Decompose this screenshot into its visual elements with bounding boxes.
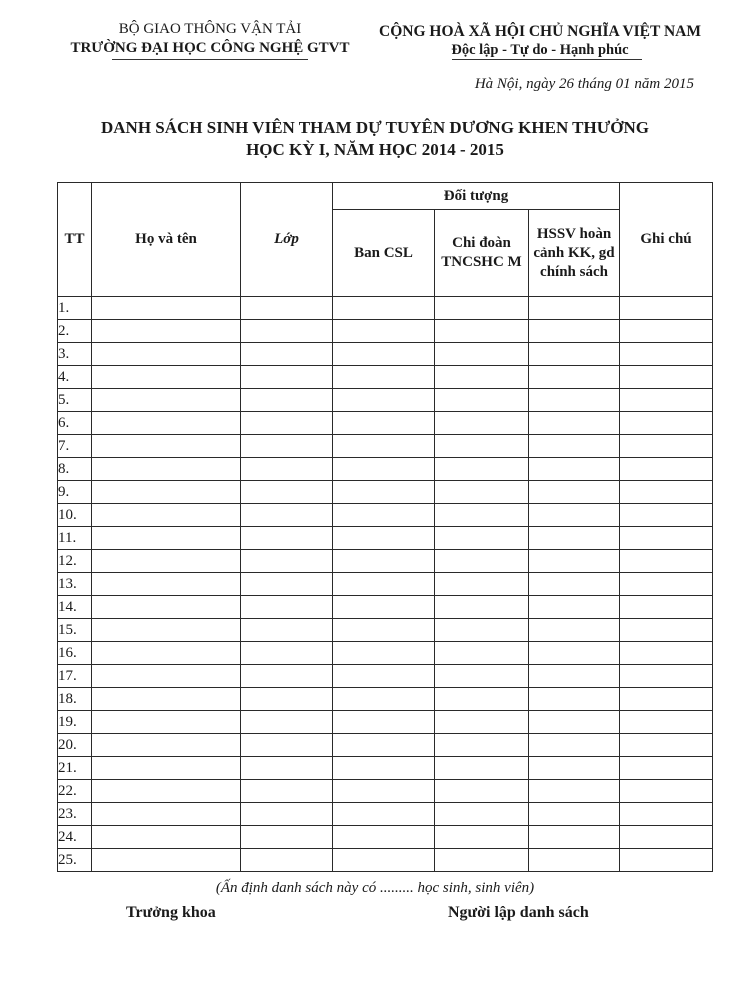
empty-cell[interactable]: [333, 389, 435, 412]
empty-cell[interactable]: [435, 343, 529, 366]
row-number: 15.: [58, 619, 92, 642]
header-right: [360, 22, 720, 60]
empty-cell[interactable]: [333, 504, 435, 527]
empty-cell[interactable]: [529, 458, 620, 481]
empty-cell[interactable]: [333, 573, 435, 596]
empty-cell[interactable]: [620, 481, 713, 504]
empty-cell[interactable]: [333, 297, 435, 320]
empty-cell[interactable]: [333, 665, 435, 688]
empty-cell[interactable]: [92, 826, 241, 849]
empty-cell[interactable]: [620, 757, 713, 780]
empty-cell[interactable]: [435, 389, 529, 412]
row-number: 24.: [58, 826, 92, 849]
col-group-header: Đối tượng: [333, 183, 620, 210]
empty-cell[interactable]: [529, 642, 620, 665]
empty-cell[interactable]: [92, 734, 241, 757]
table-row: [58, 458, 713, 481]
empty-cell[interactable]: [435, 320, 529, 343]
row-number: 3.: [58, 343, 92, 366]
table-row: [58, 504, 713, 527]
empty-cell[interactable]: [435, 803, 529, 826]
row-number: 19.: [58, 711, 92, 734]
empty-cell[interactable]: [241, 826, 333, 849]
empty-cell[interactable]: [529, 366, 620, 389]
col-tt-header: TT: [58, 183, 92, 297]
table-row: [58, 573, 713, 596]
empty-cell[interactable]: [435, 435, 529, 458]
empty-cell[interactable]: [333, 481, 435, 504]
empty-cell[interactable]: [435, 297, 529, 320]
table-row: [58, 389, 713, 412]
empty-cell[interactable]: [620, 435, 713, 458]
col-ban-csl-header: Ban CSL: [333, 210, 435, 297]
empty-cell[interactable]: [529, 320, 620, 343]
empty-cell[interactable]: [620, 527, 713, 550]
empty-cell[interactable]: [620, 665, 713, 688]
row-number: 14.: [58, 596, 92, 619]
empty-cell[interactable]: [241, 481, 333, 504]
empty-cell[interactable]: [529, 343, 620, 366]
row-number: 10.: [58, 504, 92, 527]
dean-signature-label: Trưởng khoa: [126, 904, 216, 921]
empty-cell[interactable]: [620, 734, 713, 757]
row-number: 20.: [58, 734, 92, 757]
empty-cell[interactable]: [92, 435, 241, 458]
empty-cell[interactable]: [435, 504, 529, 527]
empty-cell[interactable]: [529, 780, 620, 803]
empty-cell[interactable]: [92, 596, 241, 619]
empty-cell[interactable]: [435, 734, 529, 757]
empty-cell[interactable]: [92, 550, 241, 573]
empty-cell[interactable]: [529, 665, 620, 688]
empty-cell[interactable]: [333, 826, 435, 849]
empty-cell[interactable]: [92, 320, 241, 343]
empty-cell[interactable]: [92, 711, 241, 734]
motto-underline: [452, 59, 642, 60]
empty-cell[interactable]: [333, 803, 435, 826]
empty-cell[interactable]: [241, 412, 333, 435]
empty-cell[interactable]: [435, 688, 529, 711]
empty-cell[interactable]: [435, 573, 529, 596]
table-row: [58, 435, 713, 458]
empty-cell[interactable]: [241, 688, 333, 711]
table-row: [58, 803, 713, 826]
empty-cell[interactable]: [333, 619, 435, 642]
empty-cell[interactable]: [529, 412, 620, 435]
empty-cell[interactable]: [529, 596, 620, 619]
empty-cell[interactable]: [333, 320, 435, 343]
table-row: [58, 297, 713, 320]
table-row: [58, 711, 713, 734]
empty-cell[interactable]: [435, 711, 529, 734]
table-row: [58, 412, 713, 435]
empty-cell[interactable]: [620, 642, 713, 665]
empty-cell[interactable]: [241, 343, 333, 366]
empty-cell[interactable]: [620, 458, 713, 481]
table-row: [58, 481, 713, 504]
empty-cell[interactable]: [333, 366, 435, 389]
empty-cell[interactable]: [241, 757, 333, 780]
empty-cell[interactable]: [333, 550, 435, 573]
empty-cell[interactable]: [620, 619, 713, 642]
empty-cell[interactable]: [435, 849, 529, 872]
table-row: [58, 826, 713, 849]
empty-cell[interactable]: [620, 573, 713, 596]
student-list-table: [57, 182, 713, 872]
empty-cell[interactable]: [529, 619, 620, 642]
empty-cell[interactable]: [333, 596, 435, 619]
row-number: 7.: [58, 435, 92, 458]
empty-cell[interactable]: [620, 297, 713, 320]
empty-cell[interactable]: [241, 504, 333, 527]
empty-cell[interactable]: [92, 527, 241, 550]
table-row: [58, 343, 713, 366]
row-number: 2.: [58, 320, 92, 343]
empty-cell[interactable]: [92, 412, 241, 435]
empty-cell[interactable]: [241, 642, 333, 665]
empty-cell[interactable]: [92, 343, 241, 366]
row-number: 11.: [58, 527, 92, 550]
col-class-header: Lớp: [241, 183, 333, 297]
empty-cell[interactable]: [435, 826, 529, 849]
empty-cell[interactable]: [620, 688, 713, 711]
empty-cell[interactable]: [92, 458, 241, 481]
empty-cell[interactable]: [620, 596, 713, 619]
empty-cell[interactable]: [529, 389, 620, 412]
empty-cell[interactable]: [620, 320, 713, 343]
empty-cell[interactable]: [92, 366, 241, 389]
table-row: [58, 849, 713, 872]
empty-cell[interactable]: [529, 550, 620, 573]
empty-cell[interactable]: [241, 665, 333, 688]
row-number: 23.: [58, 803, 92, 826]
empty-cell[interactable]: [333, 435, 435, 458]
row-number: 21.: [58, 757, 92, 780]
empty-cell[interactable]: [529, 573, 620, 596]
empty-cell[interactable]: [333, 711, 435, 734]
empty-cell[interactable]: [529, 734, 620, 757]
header-left: [40, 20, 380, 58]
empty-cell[interactable]: [529, 849, 620, 872]
empty-cell[interactable]: [620, 366, 713, 389]
table-row: [58, 780, 713, 803]
document-subtitle: HỌC KỲ I, NĂM HỌC 2014 - 2015: [246, 140, 504, 159]
empty-cell[interactable]: [92, 481, 241, 504]
empty-cell[interactable]: [620, 826, 713, 849]
table-row: [58, 366, 713, 389]
empty-cell[interactable]: [241, 734, 333, 757]
empty-cell[interactable]: [92, 803, 241, 826]
row-number: 12.: [58, 550, 92, 573]
empty-cell[interactable]: [92, 389, 241, 412]
national-motto: Độc lập - Tự do - Hạnh phúc: [451, 42, 629, 58]
empty-cell[interactable]: [620, 803, 713, 826]
empty-cell[interactable]: [333, 458, 435, 481]
empty-cell[interactable]: [333, 343, 435, 366]
empty-cell[interactable]: [241, 527, 333, 550]
empty-cell[interactable]: [241, 458, 333, 481]
empty-cell[interactable]: [92, 757, 241, 780]
country-name: CỘNG HOÀ XÃ HỘI CHỦ NGHĨA VIỆT NAM: [379, 23, 701, 40]
preparer-signature-label: Người lập danh sách: [448, 904, 589, 921]
empty-cell[interactable]: [620, 389, 713, 412]
row-number: 18.: [58, 688, 92, 711]
empty-cell[interactable]: [333, 642, 435, 665]
empty-cell[interactable]: [620, 780, 713, 803]
empty-cell[interactable]: [241, 320, 333, 343]
empty-cell[interactable]: [435, 757, 529, 780]
table-row: [58, 550, 713, 573]
school-name: TRƯỜNG ĐẠI HỌC CÔNG NGHỆ GTVT: [70, 40, 350, 56]
empty-cell[interactable]: [92, 642, 241, 665]
col-note-header: Ghi chú: [620, 183, 713, 297]
empty-cell[interactable]: [435, 458, 529, 481]
row-number: 13.: [58, 573, 92, 596]
empty-cell[interactable]: [435, 550, 529, 573]
col-name-header: Họ và tên: [92, 183, 241, 297]
empty-cell[interactable]: [241, 297, 333, 320]
empty-cell[interactable]: [92, 619, 241, 642]
empty-cell[interactable]: [241, 573, 333, 596]
table-row: [58, 642, 713, 665]
empty-cell[interactable]: [333, 734, 435, 757]
empty-cell[interactable]: [241, 780, 333, 803]
table-row: [58, 527, 713, 550]
empty-cell[interactable]: [529, 757, 620, 780]
empty-cell[interactable]: [620, 412, 713, 435]
document-title: DANH SÁCH SINH VIÊN THAM DỰ TUYÊN DƯƠNG KHEN THƯỞNG: [101, 118, 649, 137]
empty-cell[interactable]: [620, 343, 713, 366]
empty-cell[interactable]: [435, 780, 529, 803]
empty-cell[interactable]: [435, 481, 529, 504]
table-row: [58, 734, 713, 757]
empty-cell[interactable]: [435, 642, 529, 665]
table-row: [58, 596, 713, 619]
empty-cell[interactable]: [241, 550, 333, 573]
empty-cell[interactable]: [241, 849, 333, 872]
empty-cell[interactable]: [620, 711, 713, 734]
empty-cell[interactable]: [529, 504, 620, 527]
empty-cell[interactable]: [529, 688, 620, 711]
row-number: 8.: [58, 458, 92, 481]
empty-cell[interactable]: [529, 481, 620, 504]
empty-cell[interactable]: [241, 596, 333, 619]
empty-cell[interactable]: [241, 366, 333, 389]
empty-cell[interactable]: [529, 527, 620, 550]
empty-cell[interactable]: [435, 596, 529, 619]
table-row: [58, 619, 713, 642]
empty-cell[interactable]: [529, 711, 620, 734]
empty-cell[interactable]: [241, 619, 333, 642]
row-number: 16.: [58, 642, 92, 665]
row-number: 22.: [58, 780, 92, 803]
empty-cell[interactable]: [92, 573, 241, 596]
ministry-name: BỘ GIAO THÔNG VẬN TẢI: [118, 21, 302, 37]
empty-cell[interactable]: [241, 435, 333, 458]
table-row: [58, 757, 713, 780]
empty-cell[interactable]: [333, 688, 435, 711]
empty-cell[interactable]: [620, 550, 713, 573]
empty-cell[interactable]: [435, 619, 529, 642]
empty-cell[interactable]: [241, 803, 333, 826]
count-note: (Ấn định danh sách này có ......... học sinh, sinh viên): [215, 880, 535, 896]
empty-cell[interactable]: [241, 711, 333, 734]
school-underline: [112, 59, 308, 60]
empty-cell[interactable]: [92, 688, 241, 711]
table-row: [58, 688, 713, 711]
empty-cell[interactable]: [529, 803, 620, 826]
empty-cell[interactable]: [333, 757, 435, 780]
empty-cell[interactable]: [92, 780, 241, 803]
row-number: 4.: [58, 366, 92, 389]
empty-cell[interactable]: [435, 412, 529, 435]
empty-cell[interactable]: [333, 849, 435, 872]
empty-cell[interactable]: [435, 366, 529, 389]
empty-cell[interactable]: [333, 780, 435, 803]
row-number: 1.: [58, 297, 92, 320]
row-number: 5.: [58, 389, 92, 412]
document-date: Hà Nội, ngày 26 tháng 01 năm 2015: [474, 76, 694, 92]
empty-cell[interactable]: [620, 849, 713, 872]
empty-cell[interactable]: [529, 826, 620, 849]
empty-cell[interactable]: [92, 297, 241, 320]
empty-cell[interactable]: [92, 849, 241, 872]
empty-cell[interactable]: [529, 297, 620, 320]
empty-cell[interactable]: [241, 389, 333, 412]
empty-cell[interactable]: [333, 412, 435, 435]
col-hssv-header: HSSV hoàn cảnh KK, gd chính sách: [529, 210, 620, 297]
empty-cell[interactable]: [333, 527, 435, 550]
table-row: [58, 665, 713, 688]
empty-cell[interactable]: [529, 435, 620, 458]
table-row: [58, 320, 713, 343]
row-number: 9.: [58, 481, 92, 504]
row-number: 25.: [58, 849, 92, 872]
empty-cell[interactable]: [435, 527, 529, 550]
empty-cell[interactable]: [435, 665, 529, 688]
row-number: 6.: [58, 412, 92, 435]
empty-cell[interactable]: [92, 504, 241, 527]
empty-cell[interactable]: [92, 665, 241, 688]
col-chi-doan-header: Chi đoàn TNCSHC M: [435, 210, 529, 297]
empty-cell[interactable]: [620, 504, 713, 527]
row-number: 17.: [58, 665, 92, 688]
